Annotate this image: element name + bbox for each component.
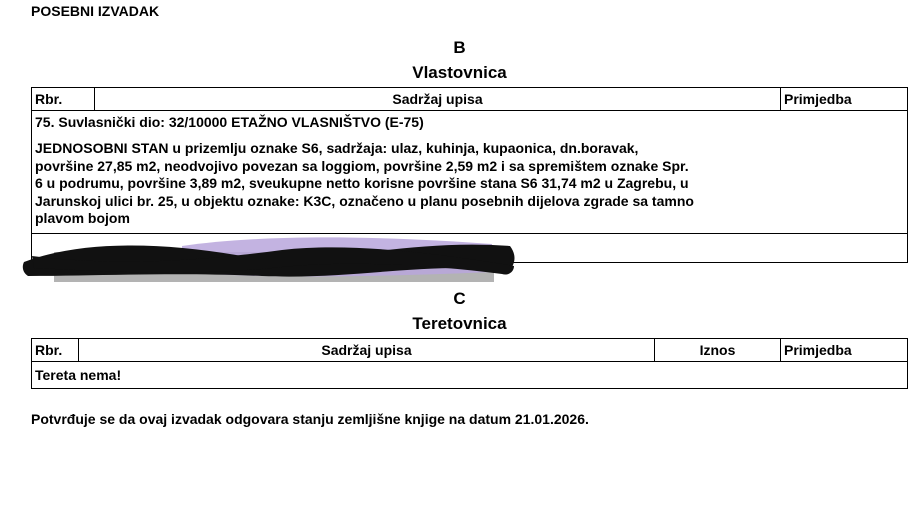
encumbrance-entry-row bbox=[32, 362, 908, 389]
rbr-column-header: Rbr. bbox=[32, 339, 79, 362]
ownership-entry-row bbox=[32, 111, 908, 234]
note-column-header: Primjedba bbox=[781, 88, 908, 111]
note-column-header: Primjedba bbox=[781, 339, 908, 362]
ownership-entry-cell bbox=[32, 111, 908, 234]
confirmation-statement: Potvrđuje se da ovaj izvadak odgovara stanju zemljišne knjige na datum 21.01.2026. bbox=[31, 411, 589, 427]
apartment-description bbox=[35, 140, 904, 228]
content-column-header: Sadržaj upisa bbox=[95, 88, 781, 111]
description-line: površine 27,85 m2, neodvojivo povezan sa loggiom, površine 2,59 m2 i sa spremištem oznake Spr. bbox=[35, 157, 689, 174]
ownership-header-row bbox=[32, 88, 908, 111]
rbr-column-header: Rbr. bbox=[32, 88, 95, 111]
encumbrance-table bbox=[31, 338, 908, 389]
section-c-letter: C bbox=[453, 289, 466, 308]
description-line: JEDNOSOBNI STAN u prizemlju oznake S6, sadržaja: ulaz, kuhinja, kupaonica, dn.boravak, bbox=[35, 140, 639, 156]
encumbrance-header-row bbox=[32, 339, 908, 362]
no-encumbrance-text: Tereta nema! bbox=[32, 362, 908, 389]
description-line: plavom bojom bbox=[35, 210, 130, 226]
document-title: POSEBNI IZVADAK bbox=[31, 3, 160, 19]
section-b-title: Vlastovnica bbox=[412, 63, 507, 82]
description-line: Jarunskoj ulici br. 25, u objektu oznake: K3C, označeno u planu posebnih dijelova zgrade sa tamno bbox=[35, 192, 694, 209]
section-b-letter: B bbox=[453, 38, 466, 57]
amount-column-header: Iznos bbox=[655, 339, 781, 362]
section-c-title: Teretovnica bbox=[412, 314, 507, 333]
content-column-header: Sadržaj upisa bbox=[79, 339, 655, 362]
description-line: 6 u podrumu, površine 3,89 m2, sveukupne netto korisne površine stana S6 31,74 m2 u Zagrebu, u bbox=[35, 175, 689, 191]
redaction-scribble bbox=[22, 232, 522, 287]
ownership-share-line: 75. Suvlasnički dio: 32/10000 ETAŽNO VLASNIŠTVO (E-75) bbox=[35, 114, 424, 130]
